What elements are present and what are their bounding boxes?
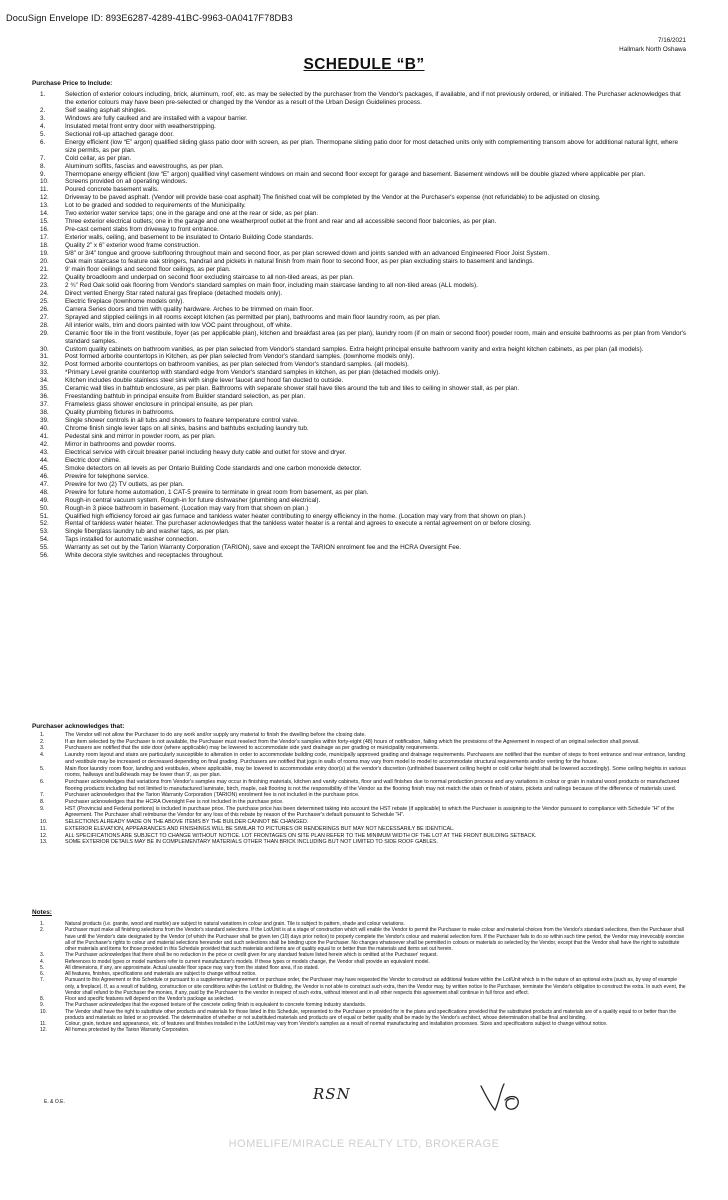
- schedule-item: [40, 306, 688, 314]
- acknowledgement-item: [40, 745, 688, 752]
- acknowledgement-item-text: Purchaser acknowledges that the Tarion Warranty Corporation (TARION) enrolment fee is not included in the purchase price.: [65, 792, 360, 799]
- acknowledgement-item-text: Purchasers are notified that the side door (where applicable) may be lowered to accommodate side yard drainage as per grading or municipality requirements.: [65, 745, 439, 752]
- note-item-number: 9.: [40, 1002, 45, 1009]
- note-item: [40, 1009, 688, 1022]
- schedule-item-number: 31.: [40, 353, 49, 361]
- schedule-item-text: Smoke detectors on all levels as per Ontario Building Code standards and one carbon monoxide detector.: [65, 464, 362, 472]
- eoe-mark: E. & O.E.: [44, 1099, 65, 1105]
- note-item-text: Colour, grain, texture and appearance, etc. of features and finishes installed in the Lot/Unit may vary from Vendor's samples as a result of normal manufacturing and installation processes. Sizes and specifications subject to change without notice.: [65, 1021, 608, 1027]
- schedule-item: [40, 465, 688, 473]
- acknowledgement-item: [40, 826, 688, 833]
- schedule-item: [40, 298, 688, 306]
- note-item-number: 5.: [40, 964, 45, 971]
- schedule-item-number: 54.: [40, 536, 49, 544]
- note-item-number: 8.: [40, 996, 45, 1002]
- schedule-item: [40, 274, 688, 282]
- acknowledgement-item-text: EXTERIOR ELEVATION, APPEARANCES AND FINISHINGS WILL BE SIMILAR TO PICTURES OR RENDERINGS BUT MAY NOT NECESSARILY BE IDENTICAL.: [65, 825, 455, 832]
- note-item-number: 1.: [40, 921, 45, 927]
- schedule-item-text: Selection of exterior colours including, brick, aluminum, roof, etc. as may be selected by the purchaser from the Vendor's packages, if available, and if not previously ordered, or initialed. The Purchaser acknowledges that the exterior colours may have been pre-selected or changed by the Vendor as a result of the Urban Design Guidelines process.: [65, 91, 681, 106]
- schedule-item-text: Custom quality cabinets on bathroom vanities, as per plan selected from Vendor's standard samples. Extra height principal ensuite bathroom vanity and extra height kitchen cabinets, as per plan (all models).: [65, 345, 644, 353]
- schedule-item-text: Cold cellar, as per plan.: [65, 154, 132, 162]
- acknowledgement-item: [40, 799, 688, 806]
- acknowledgement-item: [40, 833, 688, 840]
- schedule-item: [40, 194, 688, 202]
- schedule-item-text: Rough-in central vacuum system. Rough-in for future dishwasher (plumbing and electrical).: [65, 496, 321, 504]
- notes-list: [40, 921, 688, 1034]
- purchase-price-heading: Purchase Price to Include:: [32, 80, 113, 87]
- schedule-item-text: Quality 2” x 6” exterior wood frame construction.: [65, 242, 201, 250]
- purchase-price-items: [40, 91, 688, 560]
- schedule-item-number: 47.: [40, 480, 49, 488]
- acknowledgement-item: [40, 739, 688, 746]
- schedule-item: [40, 520, 688, 528]
- document-date: 7/16/2021: [657, 37, 686, 44]
- acknowledgement-item-text: If an item selected by the Purchaser is not available, the Purchaser must reselect from the Vendor's samples within forty-eight (48) hours of notification, failing which the provisions of the Agreement in respect of an original selection shall prevail.: [65, 738, 640, 745]
- schedule-item-number: 18.: [40, 242, 49, 250]
- schedule-item-number: 48.: [40, 488, 49, 496]
- schedule-item-text: Aluminum soffits, fascias and eavestroughs, as per plan.: [65, 162, 224, 170]
- schedule-item: [40, 417, 688, 425]
- acknowledgement-item-number: 9.: [40, 805, 45, 812]
- schedule-item: [40, 163, 688, 171]
- schedule-item-text: Poured concrete basement walls.: [65, 186, 159, 194]
- page-title: SCHEDULE “B”: [303, 56, 425, 73]
- acknowledgement-item-text: SOME EXTERIOR DETAILS MAY BE IN COMPLEMENTARY MATERIALS OTHER THAN BRICK INCLUDING BUT NOT LIMITED TO SIDE ROOF GABLES.: [65, 839, 438, 846]
- schedule-item: [40, 330, 688, 346]
- schedule-item-number: 53.: [40, 528, 49, 536]
- schedule-item: [40, 218, 688, 226]
- schedule-item-text: Driveway to be paved asphalt. (Vendor will provide base coat asphalt) The finished coat will be completed by the Vendor at the Purchaser's expense (not refundable) to be adjusted on closing.: [65, 194, 601, 202]
- schedule-item-text: Exterior walls, ceiling, and basement to be insulated to Ontario Building Code standards.: [65, 234, 314, 242]
- schedule-item-text: Post formed arborite countertops in Kitchen, as per plan selected from Vendor's standard samples. (townhome models only).: [65, 353, 415, 361]
- schedule-item-number: 9.: [40, 170, 46, 178]
- schedule-item-text: Electric fireplace (townhome models only).: [65, 297, 185, 305]
- schedule-item-text: All interior walls, trim and doors painted with low VOC paint throughout, off white.: [65, 321, 292, 329]
- acknowledgement-item-number: 3.: [40, 745, 45, 752]
- schedule-item: [40, 210, 688, 218]
- schedule-item-number: 30.: [40, 345, 49, 353]
- notes-heading: Notes:: [32, 909, 52, 916]
- note-item-text: References to model types or model numbers refer to current manufacturer's models. If these types or models change, the Vendor shall provide an equivalent model.: [65, 958, 430, 965]
- schedule-item-number: 36.: [40, 393, 49, 401]
- schedule-item-text: Screens provided on all operating windows.: [65, 178, 188, 186]
- schedule-item-text: Direct vented Energy Star rated natural gas fireplace (detached models only).: [65, 289, 283, 297]
- acknowledgement-item-text: SELECTIONS ALREADY MADE ON THE ABOVE ITEMS BY THE BUILDER CANNOT BE CHANGED.: [65, 819, 309, 826]
- vendor-initials-signature: [478, 1080, 524, 1114]
- schedule-item: [40, 433, 688, 441]
- schedule-item-text: Three exterior electrical outlets; one in the garage and one weatherproof outlet at the front and rear and all accessible second floor balconies, as per plan.: [65, 218, 497, 226]
- schedule-item-text: Rough-in 3 piece bathroom in basement. (Location may vary from that shown on plan.): [65, 504, 309, 512]
- schedule-item-text: Quality plumbing fixtures in bathrooms.: [65, 409, 175, 417]
- schedule-item-text: White decora style switches and receptacles throughout.: [65, 552, 224, 560]
- schedule-item-number: 34.: [40, 377, 49, 385]
- schedule-item-number: 45.: [40, 464, 49, 472]
- schedule-item-number: 11.: [40, 186, 49, 194]
- schedule-item: [40, 115, 688, 123]
- schedule-item-text: Windows are fully caulked and are installed with a vapour barrier.: [65, 114, 248, 122]
- schedule-item-text: Single fiberglass laundry tub and washer taps, as per plan.: [65, 528, 230, 536]
- schedule-item-number: 27.: [40, 313, 49, 321]
- schedule-item: [40, 171, 688, 179]
- schedule-item-text: Chrome finish single lever taps on all sinks, basins and bathtubs excluding laundry tub.: [65, 425, 309, 433]
- schedule-item-text: Single shower controls in all tubs and showers to feature temperature control valve.: [65, 417, 299, 425]
- note-item-number: 12.: [40, 1027, 47, 1034]
- acknowledgement-item: [40, 819, 688, 826]
- schedule-item-number: 39.: [40, 417, 49, 425]
- acknowledgement-item-number: 13.: [40, 839, 48, 846]
- schedule-item-text: 5/8” or 3/4” tongue and groove subflooring throughout main and second floor, as per plan screwed down and joints sanded with an advanced Engineered Floor Joist System.: [65, 250, 550, 258]
- schedule-item-number: 1.: [40, 91, 46, 98]
- schedule-item: [40, 139, 688, 155]
- schedule-item: [40, 155, 688, 163]
- schedule-item-text: Warranty as set out by the Tarion Warranty Corporation (TARION), save and except the TARION enrolment fee and the HCRA Oversight Fee.: [65, 544, 462, 552]
- schedule-item: [40, 250, 688, 258]
- schedule-item-text: *Primary Level granite countertop with standard edge from Vendor's standard samples in kitchen, as per plan (detached models only).: [65, 369, 440, 377]
- schedule-item: [40, 178, 688, 186]
- schedule-item-text: 9' main floor ceilings and second floor ceilings, as per plan.: [65, 265, 231, 273]
- schedule-item-text: Energy efficient (low “E” argon) qualified sliding glass patio door with screen, as per plan. Thermopane sliding patio door for most detached units only with complementing transom above for additional natural light, where size permits, as per plan.: [65, 138, 678, 154]
- schedule-item-text: Prewire for two (2) TV outlets, as per plan.: [65, 480, 184, 488]
- acknowledgement-item-number: 12.: [40, 832, 48, 839]
- schedule-item-text: Kitchen includes double stainless steel sink with single lever faucet and hood fan ducted to outside.: [65, 377, 344, 385]
- schedule-item-number: 42.: [40, 440, 49, 448]
- acknowledgement-item-text: Main floor laundry room floor, landing and vestibules, where applicable, may be lowered to accommodate entry door(s) at the vendor's discretion (unfinished basement ceiling height or cold cellar height shall be lowered accordingly). Some ceiling heights in various rooms, hallways and bulkheads may be lower than 9', as per plan.: [65, 765, 686, 779]
- acknowledgement-item: [40, 766, 688, 779]
- schedule-item-number: 20.: [40, 258, 49, 266]
- schedule-item-text: Electrical service with circuit breaker panel including heavy duty cable and outlet for stove and dryer.: [65, 448, 347, 456]
- schedule-item-number: 2.: [40, 106, 46, 114]
- docusign-envelope-id: DocuSign Envelope ID: 893E6287-4289-41BC-9963-0A0417F78DB3: [6, 13, 293, 23]
- schedule-item: [40, 441, 688, 449]
- schedule-item: [40, 497, 688, 505]
- acknowledgement-item-number: 6.: [40, 778, 45, 785]
- note-item-number: 7.: [40, 977, 45, 984]
- schedule-item-text: Thermopane energy efficient (low “E” argon) qualified vinyl casement windows on main and second floor except for garage and basement. Basement windows will be double glazed where applicable per plan.: [65, 170, 646, 178]
- schedule-item-number: 24.: [40, 289, 49, 297]
- schedule-item-text: Ceramic wall tiles in bathtub enclosure, as per plan. Bathrooms with separate shower stall have tiles around the tub and tiles to ceiling in shower stall, as per plan.: [65, 385, 520, 393]
- schedule-item-number: 19.: [40, 250, 49, 258]
- schedule-item: [40, 481, 688, 489]
- note-item: [40, 927, 688, 952]
- note-item: [40, 1027, 688, 1033]
- schedule-item-number: 51.: [40, 512, 49, 520]
- schedule-item-number: 25.: [40, 297, 49, 305]
- schedule-item: [40, 457, 688, 465]
- schedule-item-text: Post formed arborite countertops on bathroom vanities, as per plan selected from Vendor's standard samples. (all models).: [65, 361, 409, 369]
- schedule-item-text: Oak main staircase to feature oak stringers, handrail and pickets in natural finish from main floor to second floor, as per plan excluding stairs to basement and landings.: [65, 258, 534, 266]
- schedule-item-text: Sprayed and stippled ceilings in all rooms except kitchen (as permitted per plan), bathrooms and main floor laundry room, as per plan.: [65, 313, 441, 321]
- schedule-item-number: 49.: [40, 496, 49, 504]
- schedule-item-number: 56.: [40, 552, 49, 560]
- schedule-item: [40, 489, 688, 497]
- acknowledgement-item-number: 4.: [40, 752, 45, 759]
- acknowledgement-item-number: 1.: [40, 732, 45, 738]
- schedule-item-number: 14.: [40, 210, 49, 218]
- schedule-item-number: 16.: [40, 226, 49, 234]
- note-item-text: All homes protected by the Tarion Warranty Corporation.: [65, 1027, 190, 1034]
- schedule-item-number: 8.: [40, 162, 46, 170]
- acknowledgement-item: [40, 806, 688, 819]
- schedule-item-number: 12.: [40, 194, 49, 202]
- note-item-number: 10.: [40, 1008, 47, 1015]
- note-item-text: The Purchaser acknowledges that there shall be no reduction in the price or credit given for any standard feature listed herein which is omitted at the Purchaser' request.: [65, 952, 438, 959]
- schedule-item: [40, 314, 688, 322]
- schedule-item-text: Pedestal sink and mirror in powder room, as per plan.: [65, 432, 216, 440]
- note-item-text: Natural products (i.e. granite, wood and marble) are subject to natural variations in colour and grain. Tile is subject to pattern, shade and colour variations.: [65, 921, 405, 927]
- schedule-item-number: 55.: [40, 544, 49, 552]
- schedule-item: [40, 401, 688, 409]
- note-item: [40, 977, 688, 996]
- acknowledgement-item-text: The Vendor will not allow the Purchaser to do any work and/or supply any material to finish the dwelling before the closing date.: [65, 732, 366, 738]
- note-item-number: 3.: [40, 952, 45, 959]
- schedule-item: [40, 131, 688, 139]
- schedule-item: [40, 449, 688, 457]
- schedule-item-number: 5.: [40, 130, 46, 138]
- note-item-number: 2.: [40, 927, 45, 934]
- schedule-item-text: Insulated metal front entry door with weatherstripping.: [65, 122, 216, 130]
- acknowledgement-item-text: HST (Provincial and Federal portions) is included in purchase price. The purchase price has been determined taking into account the HST rebate (if applicable) to which the Purchaser is assigning to the Vendor pursuant to compliance with Schedule “H” of the Agreement. The Purchaser shall reimburse the Vendor for any loss of this rebate by reason of the Purchaser's default pursuant to Schedule “H”.: [65, 805, 675, 819]
- note-item-text: Purchaser must make all finishing selections from the Vendor's standard selections. If the Lot/Unit is at a stage of construction which will enable the Vendor to permit the Purchaser to make colour and material choices from the Vendor's standard selections, then the Purchaser shall have until the Vendor's date designated by the Vendor (of which the Purchaser shall be given ten (10) days prior notice) to properly complete the Vendor's colour and material selection form. If the Purchaser fails to do so within such time period, the Vendor may irrevocably exercise all of the Purchaser's rights to colour and material selections hereunder and such selections shall be binding upon the Purchaser. No changes whatsoever shall be permitted in colours or materials so selected by the Vendor, except that the Vendor shall have the right to substitute other materials and items for those provided in this Schedule provided that such materials and items are of quality equal to or better than the materials and items set out herein.: [65, 927, 685, 952]
- schedule-item-number: 52.: [40, 520, 49, 528]
- acknowledgement-item-number: 10.: [40, 819, 48, 826]
- acknowledgement-item-number: 11.: [40, 825, 48, 832]
- acknowledgement-item-text: Purchaser acknowledges that the HCRA Oversight Fee is not included in the purchase price.: [65, 799, 284, 806]
- schedule-item: [40, 409, 688, 417]
- schedule-item-text: Qualified high efficiency forced air gas furnace and tankless water heater contributing to energy efficiency in the home. (Location may vary from that shown on plan.): [65, 512, 526, 520]
- schedule-item: [40, 186, 688, 194]
- purchaser-initials: RSN: [313, 1085, 351, 1103]
- schedule-item-text: Prewire for telephone service.: [65, 472, 149, 480]
- acknowledgement-item-text: Laundry room layout and stairs are particularly susceptible to alteration in order to accommodate building code, municipally approved grading and drainage requirements. Purchasers are notified that the number of steps to front entrance and rear entrance, landing and vestibule may be increased or decreased depending on final grading. Purchasers are notified that jogs in walls of rooms may vary from model to model to accommodate structural requirements and/or venting for the house.: [65, 752, 686, 765]
- schedule-item-number: 10.: [40, 178, 49, 186]
- note-item-text: The Purchaser acknowledges that the exposed texture of the concrete ceiling finish is equivalent to concrete forming industry standards.: [65, 1002, 367, 1009]
- schedule-item-text: Sectional roll-up attached garage door.: [65, 130, 174, 138]
- note-item-number: 6.: [40, 971, 45, 977]
- schedule-item-number: 43.: [40, 448, 49, 456]
- builder-name: Hallmark North Oshawa: [619, 46, 686, 53]
- schedule-item-number: 21.: [40, 265, 49, 273]
- schedule-item-text: Freestanding bathtub in principal ensuite from Builder standard selection, as per plan.: [65, 393, 306, 401]
- acknowledgement-item-number: 7.: [40, 792, 45, 799]
- schedule-item-text: Pre-cast cement slabs from driveway to front entrance.: [65, 226, 219, 234]
- schedule-item: [40, 91, 688, 107]
- schedule-item: [40, 473, 688, 481]
- brokerage-watermark: HOMELIFE/MIRACLE REALTY LTD, BROKERAGE: [228, 1138, 500, 1150]
- note-item-text: The Vendor shall have the right to substitute other products and materials for those listed in this Schedule, represented to the Purchaser or provided for in the plans and specifications provided that the substituted products and materials are of a quality equal to or better than the products and materials so listed or so provided. The determination of whether or not substituted materials and products are of equal or better quality shall be made by the Vendor's architect, whose determination shall be final and binding.: [65, 1008, 677, 1021]
- schedule-item: [40, 536, 688, 544]
- schedule-item-number: 7.: [40, 154, 46, 162]
- schedule-item: [40, 353, 688, 361]
- acknowledgement-item: [40, 752, 688, 765]
- acknowledgement-item-number: 5.: [40, 765, 45, 772]
- acknowledgement-item-number: 8.: [40, 799, 45, 806]
- schedule-item-number: 6.: [40, 138, 46, 146]
- acknowledgement-item: [40, 839, 688, 846]
- schedule-item: [40, 242, 688, 250]
- schedule-item-number: 41.: [40, 432, 49, 440]
- schedule-item: [40, 346, 688, 354]
- schedule-item-number: 15.: [40, 218, 49, 226]
- schedule-item-text: Mirror in bathrooms and powder rooms.: [65, 440, 177, 448]
- schedule-item: [40, 513, 688, 521]
- schedule-item: [40, 385, 688, 393]
- schedule-item: [40, 505, 688, 513]
- acknowledgement-item: [40, 732, 688, 739]
- schedule-item-number: 33.: [40, 369, 49, 377]
- acknowledgement-item: [40, 792, 688, 799]
- schedule-item-number: 35.: [40, 385, 49, 393]
- schedule-item: [40, 322, 688, 330]
- schedule-item-number: 29.: [40, 329, 49, 337]
- schedule-item: [40, 425, 688, 433]
- schedule-item-text: Self sealing asphalt shingles.: [65, 106, 147, 114]
- schedule-item-text: Frameless glass shower enclosure in principal ensuite, as per plan.: [65, 401, 254, 409]
- schedule-item-number: 17.: [40, 234, 49, 242]
- schedule-item-number: 37.: [40, 401, 49, 409]
- schedule-item-number: 50.: [40, 504, 49, 512]
- schedule-item-text: Lot to be graded and sodded to requirements of the Municipality.: [65, 202, 246, 210]
- schedule-item-number: 4.: [40, 122, 46, 130]
- schedule-item-number: 44.: [40, 456, 49, 464]
- schedule-item-number: 22.: [40, 273, 49, 281]
- acknowledgement-item-text: Purchaser acknowledges that variations from Vendor's samples may occur in finishing materials, kitchen and vanity cabinets, floor and wall finishes due to normal production process and any variations in colour or grain in natural wood products or manufactured flooring products including but not limited to manufactured laminate, birch, maple, oak flooring is not the responsibility of the Vendor as the flooring finish may not match the stain or finish of stairs, pickets and railings because of the difference of materials used.: [65, 778, 680, 792]
- schedule-item: [40, 282, 688, 290]
- schedule-item-number: 40.: [40, 425, 49, 433]
- note-item-text: All dimensions, if any, are approximate. Actual useable floor space may vary from the stated floor area, if so stated.: [65, 964, 319, 971]
- schedule-item-number: 26.: [40, 305, 49, 313]
- schedule-item-text: Carrera Series doors and trim with quality hardware. Arches to be trimmed on main floor.: [65, 305, 314, 313]
- note-item-number: 11.: [40, 1021, 47, 1027]
- schedule-item-text: Prewire for future home automation, 1 CAT-5 prewire to terminate in great room from basement, as per plan.: [65, 488, 369, 496]
- schedule-item: [40, 258, 688, 266]
- acknowledgements-heading: Purchaser acknowledges that:: [32, 723, 125, 730]
- schedule-item-number: 28.: [40, 321, 49, 329]
- document-date-block: [619, 36, 686, 54]
- schedule-item: [40, 123, 688, 131]
- schedule-item-text: Ceramic floor tile in the front vestibule, foyer (as per applicable plan), kitchen and breakfast area (as per plan), laundry room (if on main or second floor) powder room, main and ensuite bathrooms as per plan from Vendor's standard samples.: [65, 329, 687, 345]
- schedule-item-text: Electric door chime.: [65, 456, 121, 464]
- schedule-item-number: 13.: [40, 202, 49, 210]
- schedule-item-text: Rental of tankless water heater. The purchaser acknowledges that the tankless water heater is a rental and agrees to execute a rental agreement on or before closing.: [65, 520, 532, 528]
- acknowledgement-item-number: 2.: [40, 738, 45, 745]
- schedule-item-number: 38.: [40, 409, 49, 417]
- acknowledgements-list: [40, 732, 688, 846]
- schedule-item-number: 46.: [40, 472, 49, 480]
- schedule-item: [40, 226, 688, 234]
- schedule-item-number: 3.: [40, 114, 46, 122]
- acknowledgement-item-text: ALL SPECIFICATIONS ARE SUBJECT TO CHANGE WITHOUT NOTICE. LOT FRONTAGES ON SITE PLAN REFER TO THE MINIMUM WIDTH OF THE LOT AT THE FRONT BUILDING SETBACK.: [65, 832, 537, 839]
- schedule-item: [40, 393, 688, 401]
- schedule-item: [40, 266, 688, 274]
- schedule-item-text: Taps installed for automatic washer connection.: [65, 536, 199, 544]
- schedule-item-text: Two exterior water service taps; one in the garage and one at the rear or side, as per plan.: [65, 210, 319, 218]
- schedule-item: [40, 290, 688, 298]
- schedule-item-text: 2 ¾” Red Oak solid oak flooring from Vendor's standard samples on main floor, including main staircase landing to all non-tiled areas (ALL models).: [65, 281, 478, 289]
- schedule-item-number: 23.: [40, 281, 49, 289]
- schedule-item-text: Quality broadloom and underpad on second floor excluding staircase to all non-tiled areas, as per plan.: [65, 273, 354, 281]
- note-item-text: Pursuant to this Agreement or this Schedule or pursuant to a supplementary agreement or purchase order, the Purchaser may have requested the Vendor to construct an additional feature within the Lot/Unit which is in the nature of an optional extra (such as, by way of example only, a fireplace). If, as a result of building, construction or site conditions within the Lot/Unit or Building, the Vendor is not able to construct such extra, then the Vendor may, by written notice to the Purchaser, terminate the Vendor's obligation to construct the extra. In such event, the Vendor shall refund to the Purchaser the monies, if any, paid by the Purchaser to the vendor in respect of such extra, without interest and in all other respects this agreement shall continue in full force and effect.: [65, 977, 686, 996]
- schedule-item: [40, 528, 688, 536]
- schedule-item: [40, 202, 688, 210]
- schedule-item: [40, 234, 688, 242]
- note-item-text: All features, finishes, specifications and materials are subject to change without notice.: [65, 971, 257, 977]
- schedule-item: [40, 377, 688, 385]
- schedule-item: [40, 107, 688, 115]
- note-item-number: 4.: [40, 958, 45, 965]
- schedule-item: [40, 552, 688, 560]
- schedule-item-number: 32.: [40, 361, 49, 369]
- schedule-item: [40, 369, 688, 377]
- acknowledgement-item: [40, 779, 688, 792]
- note-item-text: Floor and specific features will depend on the Vendor's package as selected.: [65, 996, 235, 1002]
- schedule-item: [40, 361, 688, 369]
- schedule-item: [40, 544, 688, 552]
